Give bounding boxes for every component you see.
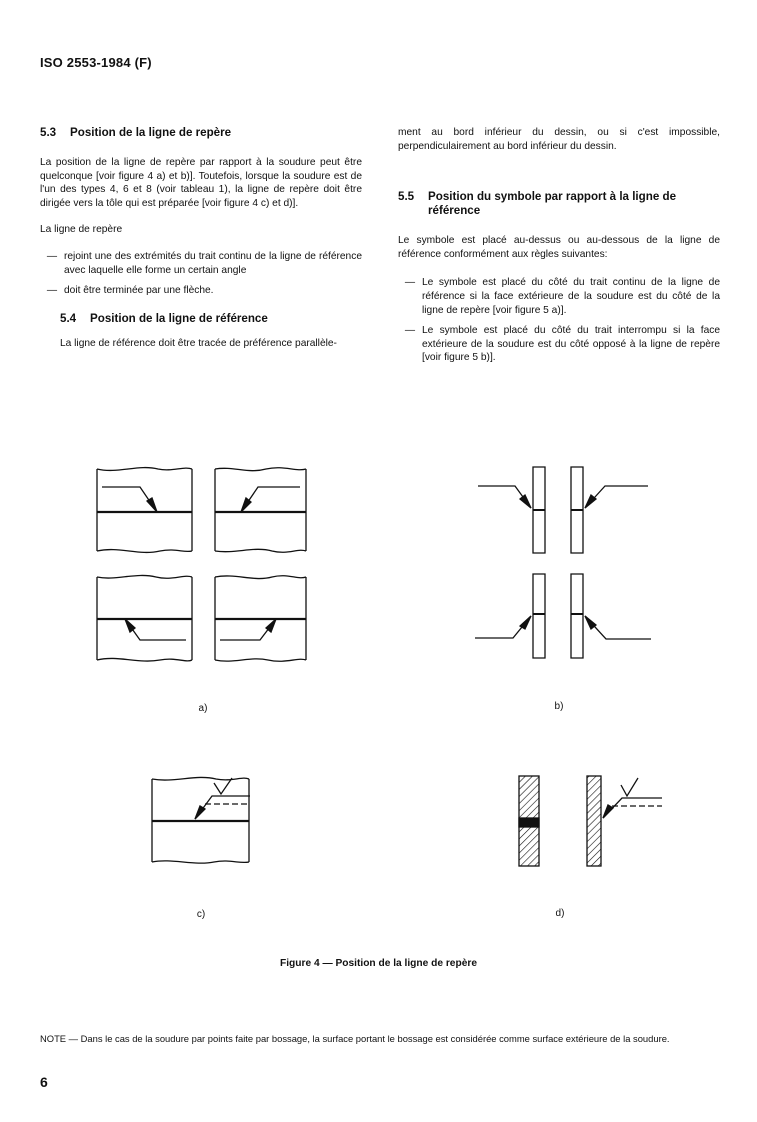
paragraph: La position de la ligne de repère par rapport à la soudure peut être quelconque [voir figure 4 a) et b)]. Toutefois, lorsque la soudure est de l'un des types 4, 6 et 8 (voir tableau 1), la ligne de repère doit être dirigée vers la tôle qui est préparée [voir figure 4 c) et d)]. — [40, 157, 362, 209]
caption-a: a) — [198, 703, 208, 714]
section-title: Position du symbole par rapport à la ligne de référence — [428, 190, 677, 218]
paragraph: La ligne de repère — [40, 224, 123, 236]
figure-a-top-right — [215, 468, 306, 553]
footnote: NOTE — Dans le cas de la soudure par points faite par bossage, la surface portant le bossage est considérée comme surface extérieure de la soudure. — [40, 1033, 670, 1044]
dash-bullet: — — [46, 285, 58, 297]
page-number: 6 — [40, 1074, 48, 1090]
figure-a-top-left — [97, 468, 192, 553]
caption-c: c) — [196, 909, 206, 920]
dash-bullet: — — [404, 325, 416, 337]
caption-b: b) — [554, 701, 564, 712]
figure-c — [152, 777, 250, 863]
dash-bullet: — — [46, 250, 58, 262]
figure-b-top — [478, 467, 648, 553]
section-title: Position de la ligne de référence — [90, 311, 268, 325]
section-number: 5.4 — [60, 311, 77, 325]
figure-a-bottom-right — [215, 576, 306, 662]
list-item-text: Le symbole est placé du côté du trait continu de la ligne de référence si la face extérieure de la soudure est du côté de la ligne de repère [voir figure 5 a)]. — [422, 277, 720, 316]
document-header: ISO 2553-1984 (F) — [40, 55, 152, 70]
list-item-text: rejoint une des extrémités du trait continu de la ligne de référence avec laquelle elle forme un certain angle — [64, 250, 362, 276]
section-number: 5.3 — [40, 126, 57, 139]
list-item-text: Le symbole est placé du côté du trait interrompu si la face extérieure de la soudure est du côté opposé à la ligne de repère [voir figure 5 b)]. — [422, 325, 720, 364]
figure-b-bottom — [475, 574, 651, 658]
paragraph: Le symbole est placé au-dessus ou au-dessous de la ligne de référence conformément aux règles suivantes: — [398, 235, 720, 260]
figure-title: Figure 4 — Position de la ligne de repère — [279, 958, 477, 969]
paragraph: La ligne de référence doit être tracée de préférence parallèle- — [60, 337, 337, 349]
paragraph: ment au bord inférieur du dessin, ou si c'est impossible, perpendiculairement au bord inférieur du dessin. — [398, 127, 720, 152]
caption-d: d) — [555, 908, 565, 919]
section-number: 5.5 — [398, 190, 415, 204]
figure-a-bottom-left — [97, 575, 192, 661]
figure-d — [519, 776, 662, 866]
section-title: Position de la ligne de repère — [70, 126, 232, 139]
dash-bullet: — — [404, 277, 416, 289]
list-item-text: doit être terminée par une flèche. — [64, 285, 214, 297]
